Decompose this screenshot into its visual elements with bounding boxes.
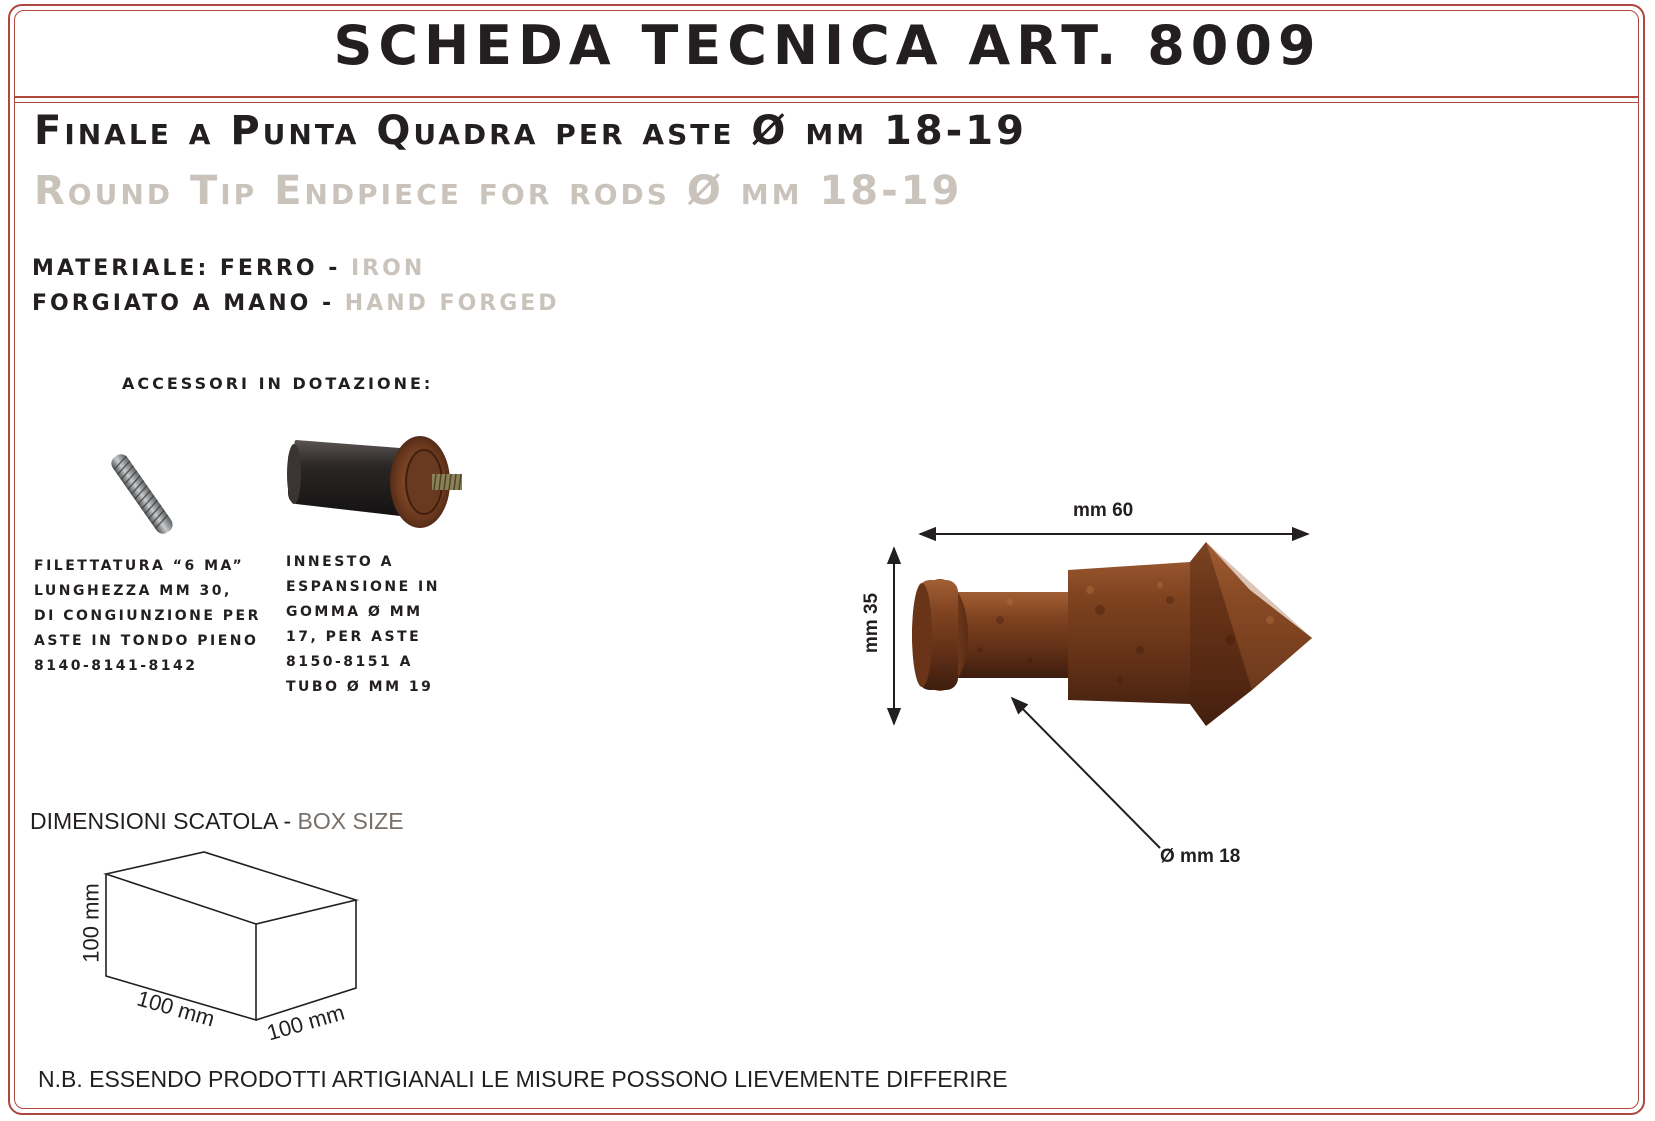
expansion-plug-description: INNESTO A ESPANSIONE IN GOMMA Ø MM 17, PER ASTE 8150-8151 A TUBO Ø MM 19 bbox=[286, 554, 440, 695]
threaded-rod-image bbox=[92, 444, 192, 544]
material-line bbox=[32, 256, 425, 281]
height-label: mm 35 bbox=[861, 592, 883, 654]
box-size-title-english: BOX SIZE bbox=[297, 808, 404, 834]
expansion-plug-image bbox=[284, 430, 474, 535]
material-english: IRON bbox=[351, 256, 426, 281]
box-depth-label: 100 mm bbox=[134, 985, 218, 1032]
product-name-italian: Finale a Punta Quadra per aste Ø mm 18-19 bbox=[34, 108, 1027, 154]
material-italian: MATERIALE: FERRO - bbox=[32, 256, 351, 281]
product-drawing bbox=[860, 490, 1320, 890]
diameter-dimension-arrow bbox=[1012, 698, 1160, 848]
forging-english: HAND FORGED bbox=[344, 291, 560, 316]
accessories-title: ACCESSORI IN DOTAZIONE: bbox=[122, 374, 434, 393]
box-height-label: 100 mm bbox=[78, 883, 104, 963]
product-name-english: Round Tip Endpiece for rods Ø mm 18-19 bbox=[34, 168, 963, 214]
box-size-title bbox=[30, 808, 404, 835]
threaded-rod-description: FILETTATURA “6 MA” LUNGHEZZA MM 30, DI CONGIUNZIONE PER ASTE IN TONDO PIENO 8140-8141-8142 bbox=[34, 558, 261, 674]
forging-italian: FORGIATO A MANO - bbox=[32, 291, 345, 316]
box-size-title-italian: DIMENSIONI SCATOLA - bbox=[30, 808, 298, 834]
diameter-label: Ø mm 18 bbox=[1160, 846, 1241, 867]
forging-line bbox=[32, 291, 560, 316]
footnote: N.B. ESSENDO PRODOTTI ARTIGIANALI LE MISURE POSSONO LIEVEMENTE DIFFERIRE bbox=[38, 1066, 1008, 1092]
header-divider-inner bbox=[14, 102, 1639, 103]
length-label: mm 60 bbox=[1073, 500, 1134, 521]
finial-endpiece bbox=[912, 542, 1312, 726]
box-width-label: 100 mm bbox=[263, 999, 348, 1046]
header-divider bbox=[14, 96, 1639, 98]
page-title: SCHEDA TECNICA ART. 8009 bbox=[333, 14, 1322, 77]
